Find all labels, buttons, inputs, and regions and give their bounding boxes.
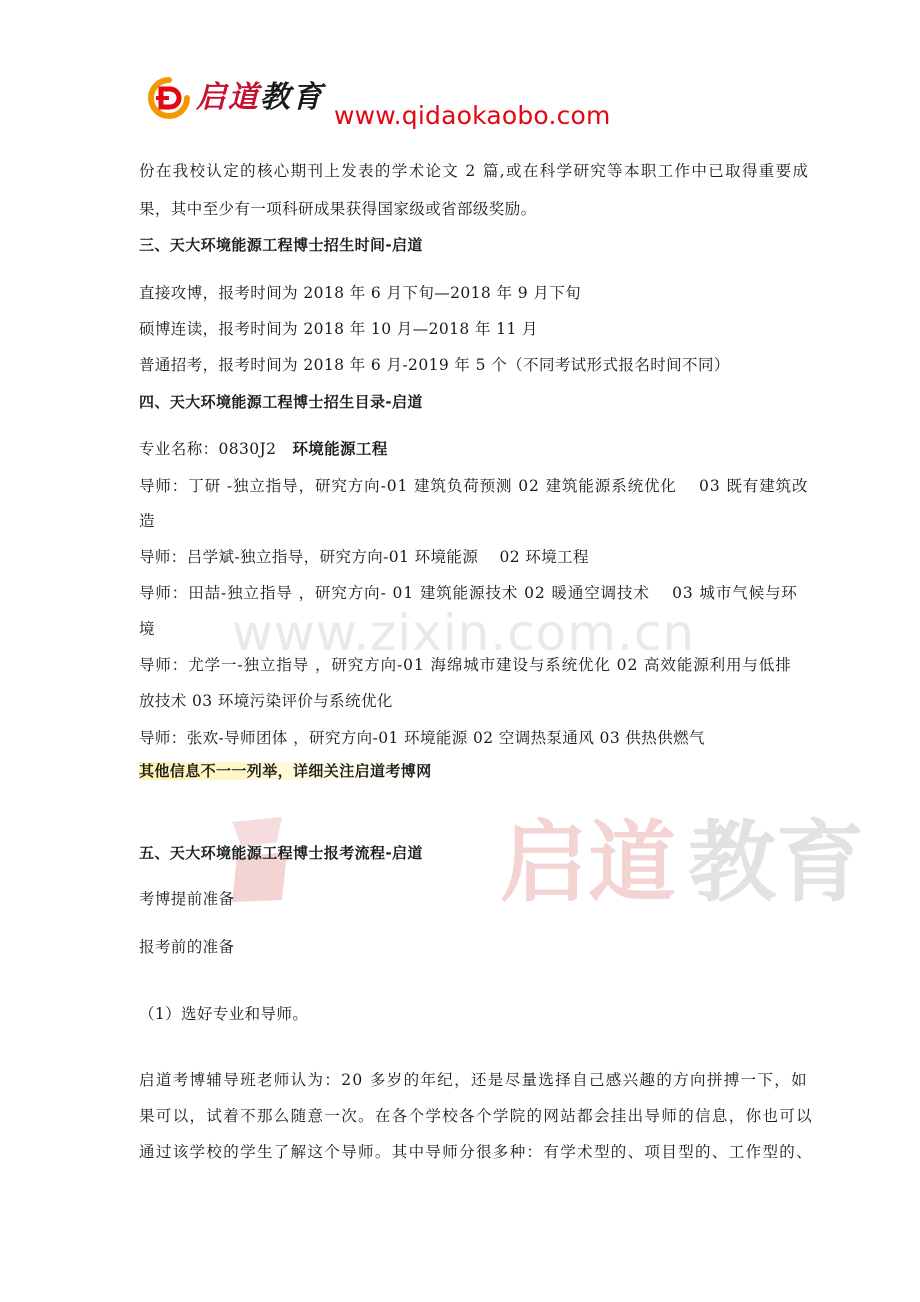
timeline-item: 普通招考，报考时间为 2018 年 6 月-2019 年 5 个（不同考试形式报名时间不同）: [139, 356, 730, 374]
section-heading-4: 四、天大环境能源工程博士招生目录-启道: [139, 393, 423, 411]
logo-text: [196, 80, 324, 115]
prep-item: 考博提前准备: [139, 890, 235, 908]
section-heading-5: 五、天大环境能源工程博士报考流程-启道: [139, 844, 423, 862]
supervisor-item: 导师：张欢-导师团体 ，研究方向-01 环境能源 02 空调热泵通风 03 供热供燃气: [139, 729, 705, 747]
section-heading-3: 三、天大环境能源工程博士招生时间-启道: [139, 236, 423, 254]
supervisor-item: 导师：尤学一-独立指导 ，研究方向-01 海绵城市建设与系统优化 02 高效能源利用与低排: [139, 656, 792, 674]
major-label: 专业名称：0830J2: [139, 440, 293, 458]
watermark-site: www.zixin.com.cn: [232, 604, 696, 662]
supervisor-item: 导师：丁研 -独立指导，研究方向-01 建筑负荷预测 02 建筑能源系统优化 03 既有建筑改: [139, 477, 809, 495]
major-name: 环境能源工程: [292, 440, 388, 458]
supervisor-item: 导师：吕学斌-独立指导，研究方向-01 环境能源 02 环境工程: [139, 548, 589, 566]
supervisor-item-cont: 放技术 03 环境污染评价与系统优化: [139, 692, 393, 710]
paragraph-line: 启道考博辅导班老师认为：20 多岁的年纪，还是尽量选择自己感兴趣的方向拼搏一下，如: [139, 1071, 809, 1089]
watermark-brand-part1: 启道: [500, 810, 677, 914]
watermark-brand-part2: 教育: [688, 810, 865, 914]
logo-mark-icon: [148, 77, 190, 119]
more-info-text: 其他信息不一一列举，详细关注启道考博网: [139, 762, 432, 780]
timeline-item: 直接攻博，报考时间为 2018 年 6 月下旬—2018 年 9 月下旬: [139, 284, 582, 302]
timeline-item: 硕博连读，报考时间为 2018 年 10 月—2018 年 11 月: [139, 320, 538, 338]
paragraph-line: 果，其中至少有一项科研成果获得国家级或省部级奖励。: [139, 200, 537, 218]
site-url[interactable]: www.qidaokaobo.com: [334, 101, 611, 130]
supervisor-item: 导师：田喆-独立指导 ，研究方向- 01 建筑能源技术 02 暖通空调技术 03 城市气候与环: [139, 584, 798, 602]
major-line: [139, 439, 388, 459]
paragraph-line: 份在我校认定的核心期刊上发表的学术论文 2 篇,或在科学研究等本职工作中已取得重要成: [139, 162, 810, 180]
watermark-brand: [500, 810, 865, 914]
logo-text-part2: 教育: [260, 80, 324, 115]
paragraph-line: 果可以，试着不那么随意一次。在各个学校各个学院的网站都会挂出导师的信息，你也可以: [139, 1107, 814, 1125]
supervisor-item-cont: 造: [139, 512, 155, 530]
logo-text-part1: 启道: [196, 80, 260, 115]
more-info-note: [139, 761, 432, 781]
prep-item: 报考前的准备: [139, 938, 235, 956]
paragraph-line: 通过该学校的学生了解这个导师。其中导师分很多种：有学术型的、项目型的、工作型的、: [139, 1143, 814, 1161]
brand-logo: [148, 76, 324, 120]
supervisor-item-cont: 境: [139, 620, 155, 638]
step-item: （1）选好专业和导师。: [139, 1005, 309, 1023]
